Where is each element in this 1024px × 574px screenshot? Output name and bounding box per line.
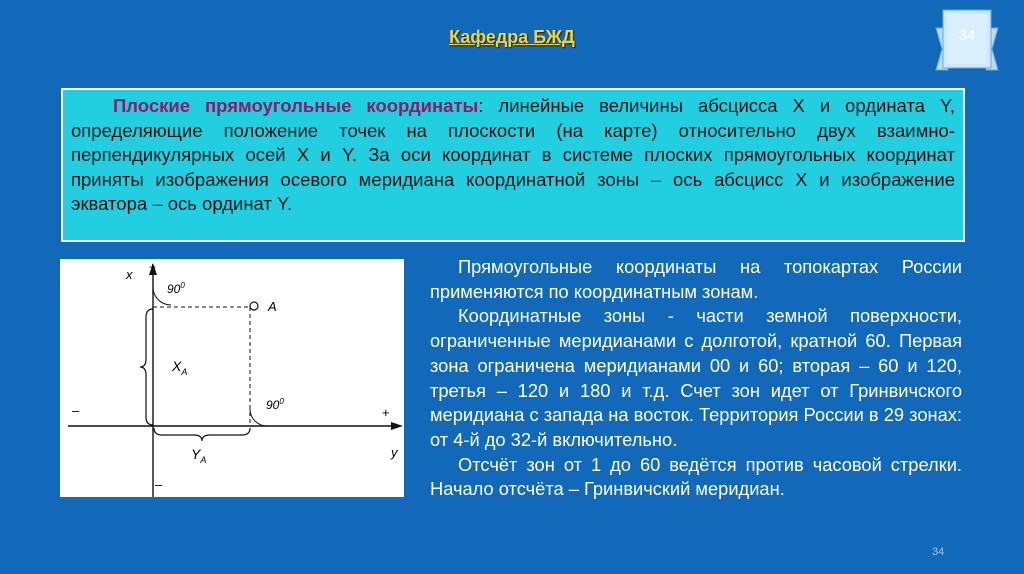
definition-term: Плоские прямоугольные координаты [113, 95, 479, 116]
definition-text: : линейные величины абсцисса X и ордината Y, определяющие положение точек на плоскости (на карте) относительно двух взаимно-перпендикулярных осей X и Y. За оси координат в системе плоских прямоугольных координат приняты изображения осевого меридиана координатной зоны – ось абсцисс X и изображение экватора – ось ординат Y. [71, 95, 955, 214]
point-a-marker [250, 302, 258, 310]
paragraph-zones-usage: Прямоугольные координаты на топокартах России применяются по координатным зонам. [430, 256, 962, 302]
angle-top-label: $90^0$ [167, 281, 185, 296]
ya-label: $Y_A$ [191, 446, 207, 465]
y-axis-arrow [391, 422, 403, 430]
paragraph-zones-counting: Отсчёт зон от 1 до 60 ведётся против часовой стрелки. Начало отсчёта – Гринвичский меридиан. [430, 453, 962, 500]
coordinate-diagram [60, 259, 404, 497]
point-a-label: A [268, 299, 277, 314]
ribbon-badge-icon [934, 6, 1000, 84]
slide-badge-number: 34 [958, 27, 976, 44]
minus-left: – [72, 403, 80, 418]
angle-arc-right [250, 409, 267, 426]
brace-xa [140, 309, 153, 425]
body-text [430, 255, 962, 502]
definition-box [61, 88, 965, 242]
axis-label-y: y [391, 445, 398, 460]
xa-label: $X_A$ [172, 358, 188, 377]
page-title: Кафедра БЖД [449, 27, 575, 47]
paragraph-zones-definition: Координатные зоны - части земной поверхности, ограниченные меридианами с долготой, кратной 60. Первая зона ограничена меридианами 00 и 60; вторая – 60 и 120, третья – 120 и 180 и т.д. Счет зон идет от Гринвичского меридиана с запада на восток. Территория России в 29 зонах: от 4-й до 32-й включительно. [430, 305, 962, 450]
axis-label-x: x [126, 267, 133, 282]
plus-right: + [382, 405, 390, 420]
plus-top: + [149, 260, 157, 274]
page-number: 34 [932, 546, 945, 558]
brace-ya [154, 428, 250, 441]
angle-right-label: $90^0$ [266, 397, 284, 412]
minus-bottom: – [155, 477, 163, 492]
